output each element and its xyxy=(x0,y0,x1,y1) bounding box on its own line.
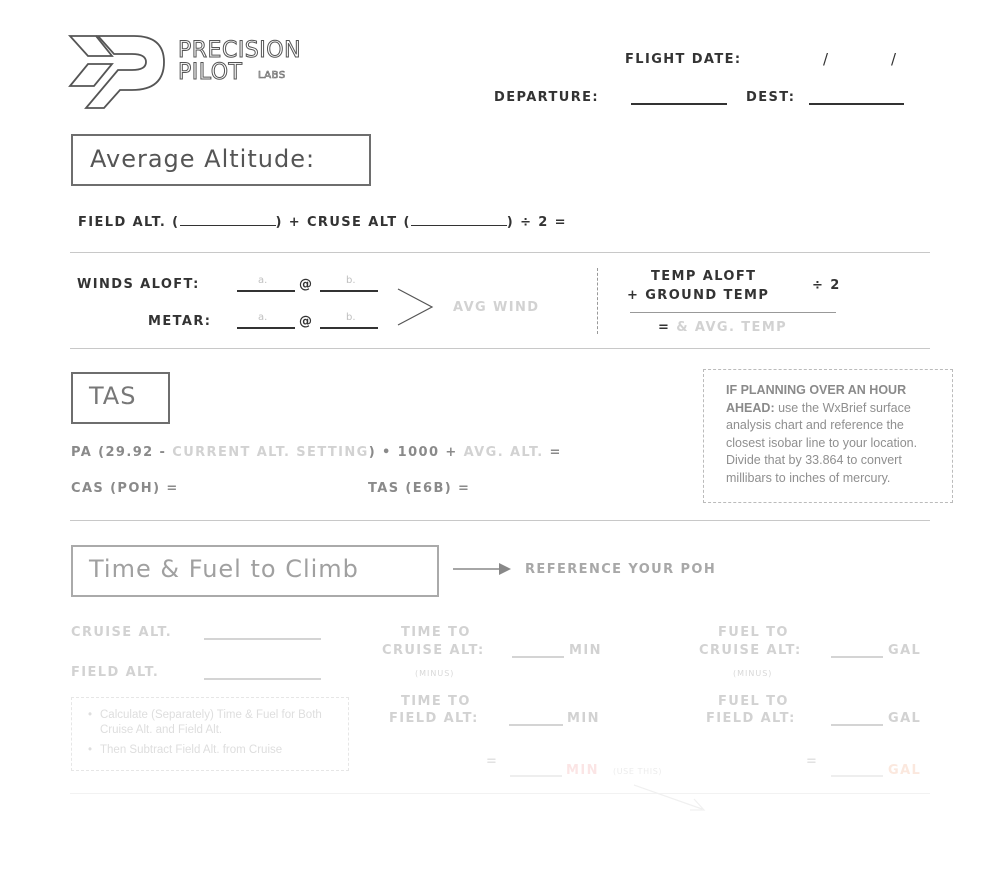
pa-mid: ) • 1000 + xyxy=(368,445,458,460)
divide-two-label: ÷ 2 xyxy=(812,278,841,293)
avg-temp-result xyxy=(658,320,787,335)
time-to-cruise-min: MIN xyxy=(569,643,602,658)
metar-b-hint: b. xyxy=(346,312,356,323)
divider-3 xyxy=(70,520,930,521)
field-alt-label: FIELD ALT. ( xyxy=(78,215,180,230)
logo-text-precision: PRECISION xyxy=(178,38,302,63)
time-to-field-label-2: FIELD ALT: xyxy=(389,711,479,726)
time-to-field-field[interactable] xyxy=(509,724,563,726)
dest-field[interactable] xyxy=(809,103,904,105)
fuel-minus-label: (MINUS) xyxy=(733,669,773,678)
cruise-alt-blank[interactable] xyxy=(411,225,507,226)
fuel-to-field-gal: GAL xyxy=(888,711,922,726)
climb-bullet-2: • Then Subtract Field Alt. from Cruise xyxy=(88,744,283,756)
divider-2 xyxy=(70,348,930,349)
avg-temp-equals: = xyxy=(658,320,671,335)
logo-mark-icon xyxy=(68,34,168,110)
temp-sum-line xyxy=(630,312,836,313)
field-alt-blank[interactable] xyxy=(180,225,276,226)
metar-b-field[interactable] xyxy=(320,327,378,329)
winds-aloft-label: WINDS ALOFT: xyxy=(77,277,200,292)
departure-field[interactable] xyxy=(631,103,727,105)
avg-wind-label: AVG WIND xyxy=(453,300,540,315)
climb-cruise-alt-field[interactable] xyxy=(204,638,321,640)
winds-temp-divider xyxy=(597,268,598,334)
faint-arrow-icon xyxy=(632,783,712,813)
fuel-to-field-field[interactable] xyxy=(831,724,883,726)
pressure-note-box xyxy=(703,369,953,503)
climb-title: Time & Fuel to Climb xyxy=(89,555,359,583)
arrow-right-icon xyxy=(453,562,513,576)
metar-a-field[interactable] xyxy=(237,327,295,329)
flight-date-sep-2: / xyxy=(891,50,897,68)
departure-label: DEPARTURE: xyxy=(494,90,600,105)
divide-equals: ) ÷ 2 = xyxy=(506,215,567,230)
fuel-to-field-label-1: FUEL TO xyxy=(718,694,789,709)
temp-aloft-label: TEMP ALOFT xyxy=(651,269,757,284)
winds-aloft-b-field[interactable] xyxy=(320,290,378,292)
time-total-min: MIN xyxy=(566,763,599,778)
avg-temp-label: & AVG. TEMP xyxy=(676,320,788,335)
cas-poh-label: CAS (POH) = xyxy=(71,481,179,496)
time-to-cruise-label-2: CRUISE ALT: xyxy=(382,643,485,658)
divider-4 xyxy=(70,793,930,794)
fuel-to-field-label-2: FIELD ALT: xyxy=(706,711,796,726)
fuel-to-cruise-gal: GAL xyxy=(888,643,922,658)
logo-text-pilot: PILOT xyxy=(178,60,243,85)
time-total-field[interactable] xyxy=(510,775,562,777)
pressure-altitude-formula xyxy=(71,445,562,460)
pressure-note-text: use the WxBrief surface analysis chart and reference the closest isobar line to your location. Divide that by 33.864 to convert millibars to inches of mercury. xyxy=(726,400,918,485)
tas-title: TAS xyxy=(89,382,137,410)
dest-label: DEST: xyxy=(746,90,796,105)
time-minus-label: (MINUS) xyxy=(415,669,455,678)
pressure-note-bold: IF PLANNING OVER AN HOUR AHEAD: xyxy=(726,383,907,415)
reference-poh-label: REFERENCE YOUR POH xyxy=(525,562,717,577)
fuel-total-gal: GAL xyxy=(888,763,922,778)
avg-altitude-title: Average Altitude: xyxy=(90,145,316,173)
metar-a-hint: a. xyxy=(258,312,268,323)
pa-prefix: PA (29.92 - xyxy=(71,445,167,460)
winds-aloft-a-hint: a. xyxy=(258,275,268,286)
metar-label: METAR: xyxy=(148,314,212,329)
winds-aloft-at: @ xyxy=(299,277,314,292)
fuel-to-cruise-field[interactable] xyxy=(831,656,883,658)
fuel-to-cruise-label-1: FUEL TO xyxy=(718,625,789,640)
time-to-cruise-field[interactable] xyxy=(512,656,564,658)
chevron-right-icon xyxy=(396,287,436,327)
fuel-total-equals: = xyxy=(806,754,819,769)
flight-date-sep-1: / xyxy=(823,50,829,68)
time-to-field-min: MIN xyxy=(567,711,600,726)
avg-alt-hint: AVG. ALT. xyxy=(463,445,544,460)
logo-text-labs: LABS xyxy=(258,70,286,81)
metar-at: @ xyxy=(299,314,314,329)
winds-aloft-a-field[interactable] xyxy=(237,290,295,292)
fuel-total-field[interactable] xyxy=(831,775,883,777)
climb-cruise-alt-label: CRUISE ALT. xyxy=(71,625,173,640)
current-alt-setting-hint: CURRENT ALT. SETTING xyxy=(172,445,369,460)
cruise-alt-label: ) + CRUSE ALT ( xyxy=(275,215,411,230)
time-to-field-label-1: TIME TO xyxy=(401,694,471,709)
time-to-cruise-label-1: TIME TO xyxy=(401,625,471,640)
flight-date-label: FLIGHT DATE: xyxy=(625,52,742,67)
tas-e6b-label: TAS (E6B) = xyxy=(368,481,471,496)
time-use-this-note: (USE THIS) xyxy=(613,767,663,776)
ground-temp-label: + GROUND TEMP xyxy=(627,288,770,303)
pa-equals: = xyxy=(549,445,562,460)
avg-altitude-formula xyxy=(78,215,567,230)
climb-bullet-1: • Calculate (Separately) Time & Fuel for Both Cruise Alt. and Field Alt. xyxy=(88,709,322,736)
climb-instructions-box xyxy=(71,697,349,771)
climb-field-alt-field[interactable] xyxy=(204,678,321,680)
climb-field-alt-label: FIELD ALT. xyxy=(71,665,160,680)
divider-1 xyxy=(70,252,930,253)
winds-aloft-b-hint: b. xyxy=(346,275,356,286)
time-total-equals: = xyxy=(486,754,499,769)
logo xyxy=(68,34,348,110)
fuel-to-cruise-label-2: CRUISE ALT: xyxy=(699,643,802,658)
